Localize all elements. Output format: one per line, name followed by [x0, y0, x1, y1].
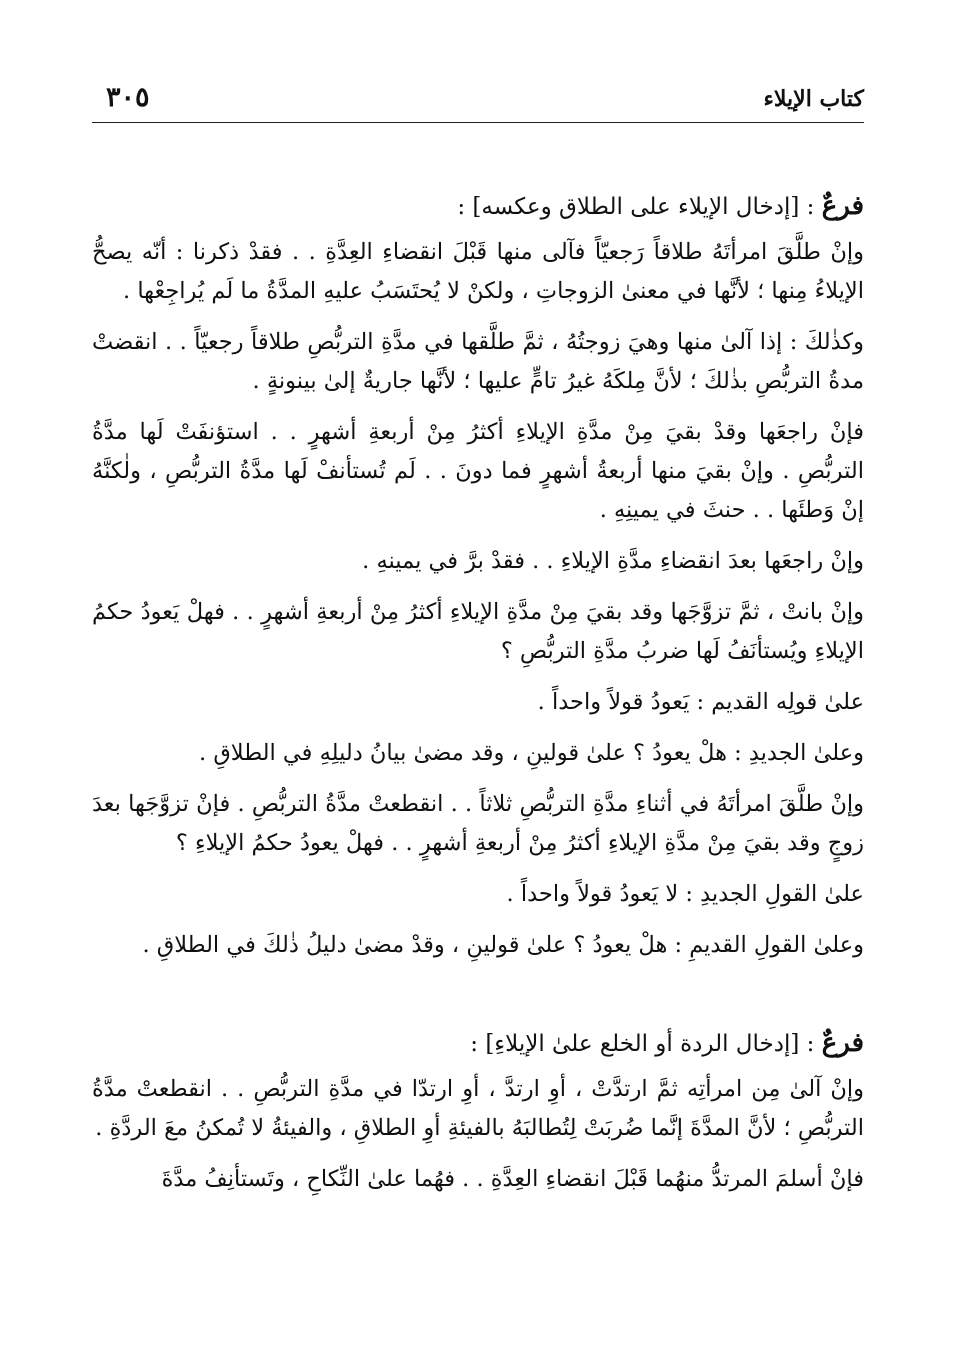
paragraph: وعلىٰ الجديدِ : هلْ يعودُ ؟ علىٰ قولينِ ، وقد مضىٰ بيانُ دليلِهِ في الطلاقِ . — [199, 740, 864, 766]
section-label: فرعٌ — [821, 1028, 864, 1058]
paragraph: وإنْ طلَّقَ امرأتَهُ في أثناءِ مدَّةِ التربُّصِ ثلاثاً . . انقطعتْ مدَّةُ التربُّصِ . فإنْ تزوَّجَها بعدَ زوجٍ وقد بقيَ مِنْ مدَّةِ الإيلاءِ أكثرُ مِنْ أربعةِ أشهرٍ . . فهلْ يعودُ حكمُ الإيلاءِ ؟ — [92, 791, 864, 856]
page-body — [92, 176, 864, 1199]
paragraph: وإنْ راجعَها بعدَ انقضاءِ مدَّةِ الإيلاءِ . . فقدْ برَّ في يمينهِ . — [362, 548, 864, 574]
paragraph: فإنْ راجعَها وقدْ بقيَ مِنْ مدَّةِ الإيلاءِ أكثرُ مِنْ أربعةِ أشهرٍ . . استؤنفَتْ لَها مدَّةُ التربُّصِ . وإنْ بقيَ منها أربعةُ أشهرٍ فما دونَ . . لَم تُستأنفْ لَها مدَّةُ التربُّصِ ، ولٰكنَّهُ إنْ وَطئَها . . حنثَ في يمينِهِ . — [92, 419, 864, 523]
paragraph: علىٰ قولِه القديم : يَعودُ قولاً واحداً . — [537, 689, 864, 715]
paragraph: وعلىٰ القولِ القديمِ : هلْ يعودُ ؟ علىٰ قولينِ ، وقدْ مضىٰ دليلُ ذٰلكَ في الطلاقِ . — [142, 932, 864, 958]
section-title-text: : [إدخال الإيلاء على الطلاق وعكسه] : — [457, 194, 822, 220]
section-heading-2 — [92, 1023, 864, 1064]
section-title-text: : [إدخال الردة أو الخلع علىٰ الإيلاءِ] : — [470, 1031, 822, 1057]
paragraph: وإنْ بانتْ ، ثمَّ تزوَّجَها وقد بقيَ مِنْ مدَّةِ الإيلاءِ أكثرُ مِنْ أربعةِ أشهرٍ . . فهلْ يَعودُ حكمُ الإيلاءِ ويُستأنَفُ لَها ضربُ مدَّةِ التربُّصِ ؟ — [92, 599, 864, 664]
paragraph: وإنْ طلَّقَ امرأتَهُ طلاقاً رَجعيّاً فآلى منها قَبْلَ انقضاءِ العِدَّةِ . . فقدْ ذكرنا : أنّه يصحُّ الإيلاءُ مِنها ؛ لأنَّها في معنىٰ الزوجاتِ ، ولكنْ لا يُحتَسَبُ عليهِ المدَّةُ ما لَم يُراجِعْها . — [92, 239, 864, 304]
header-title: كتاب الإيلاء — [763, 86, 864, 112]
section-heading-1 — [92, 186, 864, 227]
page-number: ٣٠٥ — [106, 82, 150, 113]
paragraph: علىٰ القولِ الجديدِ : لا يَعودُ قولاً واحداً . — [506, 881, 864, 907]
paragraph: وإنْ آلىٰ مِن امرأتِه ثمَّ ارتدَّتْ ، أوِ ارتدَّ ، أوِ ارتدّا في مدَّةِ التربُّصِ . . انقطعتْ مدَّةُ التربُّصِ ؛ لأنَّ المدَّةَ إنَّما ضُربَتْ لِتُطالبَهُ بالفيئةِ أوِ الطلاقِ ، والفيئةُ لا تُمكنُ معَ الردَّةِ . — [92, 1076, 864, 1141]
paragraph: وكذٰلكَ : إذا آلىٰ منها وهيَ زوجتُهُ ، ثمَّ طلَّقها في مدَّةِ التربُّصِ طلاقاً رجعيّاً . . انقضتْ مدةُ التربُّصِ بذٰلكَ ؛ لأنَّ مِلكَهُ غيرُ تامٍّ عليها ؛ لأنَّها جاريةٌ إلىٰ بينونةٍ . — [92, 329, 864, 394]
running-header — [92, 74, 864, 123]
section-label: فرعٌ — [821, 191, 864, 221]
paragraph: فإنْ أسلمَ المرتدُّ منهُما قَبْلَ انقضاءِ العِدَّةِ . . فهُما علىٰ النِّكاحِ ، وتَستأنِفُ مدَّةَ — [161, 1166, 864, 1192]
